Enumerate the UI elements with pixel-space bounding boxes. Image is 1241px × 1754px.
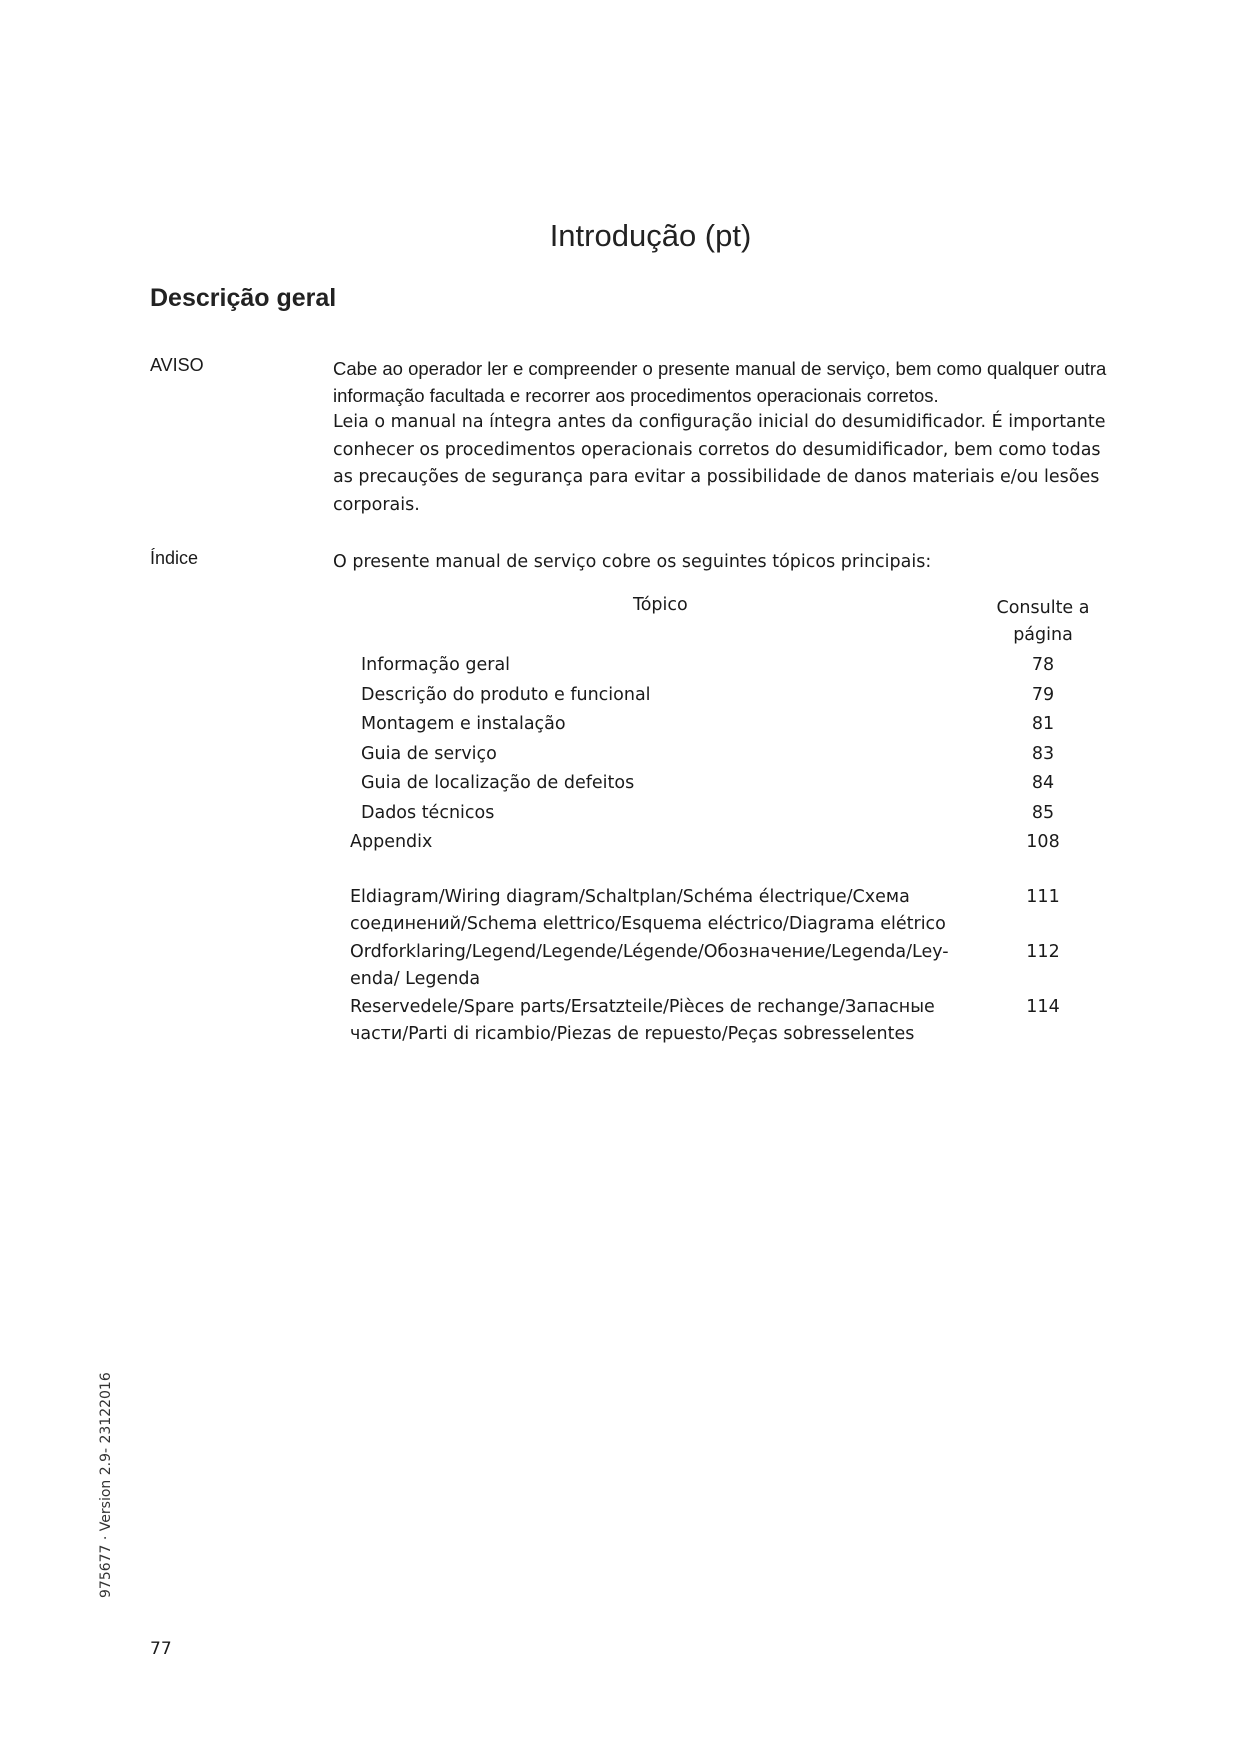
toc-page: 112 xyxy=(1026,941,1060,962)
toc-topic: Guia de localização de defeitos xyxy=(361,773,635,793)
toc-page: 111 xyxy=(1026,886,1060,907)
toc-row xyxy=(333,769,1113,799)
table-of-contents xyxy=(333,595,1113,1049)
toc-topic: Appendix xyxy=(350,832,433,852)
index-intro: O presente manual de serviço cobre os seguintes tópicos principais: xyxy=(333,552,932,572)
toc-topic: Eldiagram/Wiring diagram/Schaltplan/Schéma électrique/Схема соединений/Schema elettrico/Esquema eléctrico/Diagrama elétrico xyxy=(350,886,946,934)
toc-page: 84 xyxy=(1031,773,1055,793)
toc-topic: Informação geral xyxy=(361,655,511,675)
toc-topic: Ordforklaring/Legend/Legende/Légende/Обозначение/Legenda/Ley-enda/ Legenda xyxy=(350,941,949,989)
toc-page: 79 xyxy=(1031,684,1055,705)
toc-page: 78 xyxy=(1031,655,1055,675)
toc-col-topic: Tópico xyxy=(633,595,688,615)
index-label: Índice xyxy=(150,548,199,568)
toc-row xyxy=(333,710,1113,740)
warning-body-text: Leia o manual na íntegra antes da configuração inicial do desumidificador. É importante conhecer os procedimentos operacionais corretos do desumidificador, bem como todas as precauções de segurança para evitar a possibilidade de danos materiais e/ou lesões corporais. xyxy=(333,412,1106,515)
toc-page: 114 xyxy=(1026,996,1060,1017)
toc-topic: Reservedele/Spare parts/Ersatzteile/Pièces de rechange/Запасные части/Parti di ricambio/Piezas de repuesto/Peças sobresselentes xyxy=(350,996,935,1044)
toc-page: 83 xyxy=(1031,743,1055,764)
toc-row xyxy=(333,799,1113,829)
toc-page: 108 xyxy=(1026,832,1060,852)
toc-page: 85 xyxy=(1031,802,1055,823)
toc-row xyxy=(333,681,1113,711)
toc-page: 81 xyxy=(1031,714,1055,734)
toc-topic: Dados técnicos xyxy=(361,802,495,823)
warning-label: AVISO xyxy=(150,355,204,375)
toc-row-appendix xyxy=(333,828,1113,858)
page-title: Introdução (pt) xyxy=(549,218,752,253)
page-number: 77 xyxy=(150,1639,172,1659)
toc-header xyxy=(333,595,1113,651)
toc-topic: Descrição do produto e funcional xyxy=(361,684,651,705)
toc-row xyxy=(333,651,1113,681)
toc-col-page: Consulte a página xyxy=(996,598,1090,645)
toc-row xyxy=(333,740,1113,770)
toc-row xyxy=(333,939,1113,994)
toc-topic: Guia de serviço xyxy=(361,743,497,764)
version-label: 975677 · Version 2.9- 23122016 xyxy=(98,1372,114,1598)
toc-topic: Montagem e instalação xyxy=(361,714,566,734)
toc-row xyxy=(333,884,1113,939)
section-heading: Descrição geral xyxy=(150,284,337,312)
toc-row xyxy=(333,994,1113,1049)
warning-bold-text: Cabe ao operador ler e compreender o presente manual de serviço, bem como qualquer outra informação facultada e recorrer aos procedimentos operacionais corretos. xyxy=(333,358,1107,406)
warning-block xyxy=(333,355,1113,519)
